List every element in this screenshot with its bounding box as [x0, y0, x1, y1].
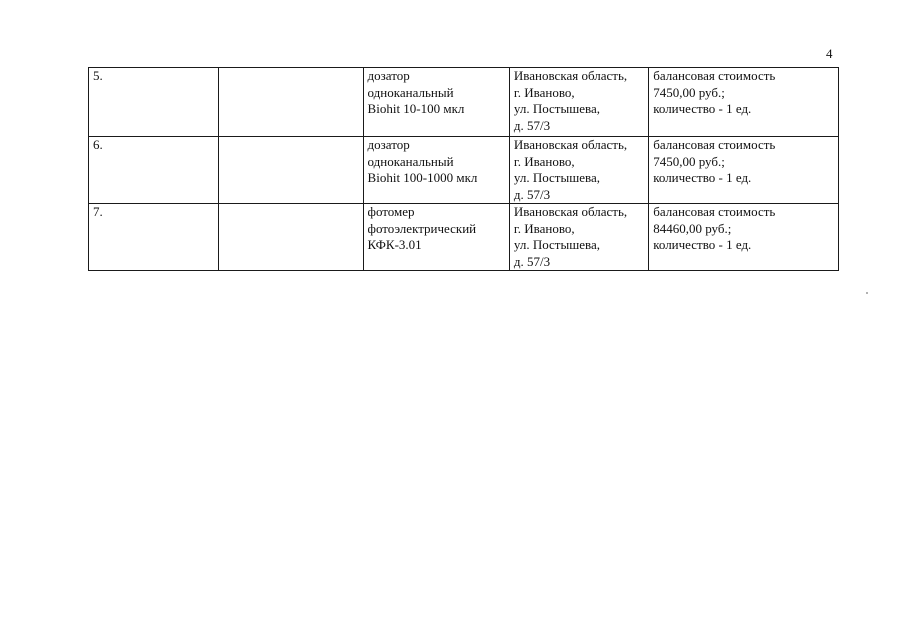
table-row	[89, 137, 839, 204]
address-line: д. 57/3	[513, 117, 551, 133]
address-line: Ивановская область,	[513, 68, 628, 83]
address-cell	[509, 137, 648, 204]
value-line: балансовая стоимость	[653, 204, 776, 219]
item-name-cell	[363, 137, 509, 204]
item-name-line: дозатор	[367, 68, 410, 83]
item-name-line: фотоэлектрический	[367, 220, 477, 236]
table-row	[89, 68, 839, 137]
value-line: 84460,00 руб.;	[653, 220, 732, 236]
address-line: ул. Постышева,	[513, 101, 600, 116]
address-line: Ивановская область,	[513, 204, 628, 219]
item-name-line: дозатор	[367, 137, 410, 152]
row-number-cell: 5.	[89, 68, 219, 137]
scan-speck	[866, 292, 868, 294]
item-name-line: Biohit 10-100 мкл	[367, 101, 465, 116]
item-name-cell	[363, 204, 509, 271]
asset-table	[88, 67, 839, 271]
address-line: Ивановская область,	[513, 137, 628, 152]
page-number: 4	[826, 46, 833, 61]
table-row	[89, 204, 839, 271]
value-line: 7450,00 руб.;	[653, 84, 725, 100]
item-name-line: одноканальный	[367, 84, 454, 100]
address-line: г. Иваново,	[513, 84, 575, 100]
value-line: 7450,00 руб.;	[653, 153, 725, 169]
address-line: ул. Постышева,	[513, 170, 600, 185]
value-line: количество - 1 ед.	[653, 170, 752, 185]
value-line: количество - 1 ед.	[653, 101, 752, 116]
value-line: количество - 1 ед.	[653, 237, 752, 252]
value-cell	[649, 204, 839, 271]
address-cell	[509, 68, 648, 137]
item-name-line: Biohit 100-1000 мкл	[367, 170, 478, 185]
row-number-cell: 7.	[89, 204, 219, 271]
value-line: балансовая стоимость	[653, 68, 776, 83]
address-line: д. 57/3	[513, 186, 551, 202]
address-line: г. Иваново,	[513, 153, 575, 169]
value-cell	[649, 137, 839, 204]
value-line: балансовая стоимость	[653, 137, 776, 152]
item-name-line: КФК-3.01	[367, 237, 422, 252]
address-line: ул. Постышева,	[513, 237, 600, 252]
item-name-cell	[363, 68, 509, 137]
row-number-cell: 6.	[89, 137, 219, 204]
item-name-line: одноканальный	[367, 153, 454, 169]
address-cell	[509, 204, 648, 271]
empty-cell	[219, 68, 363, 137]
item-name-line: фотомер	[367, 204, 415, 219]
value-cell	[649, 68, 839, 137]
address-line: д. 57/3	[513, 253, 551, 269]
empty-cell	[219, 204, 363, 271]
empty-cell	[219, 137, 363, 204]
address-line: г. Иваново,	[513, 220, 575, 236]
